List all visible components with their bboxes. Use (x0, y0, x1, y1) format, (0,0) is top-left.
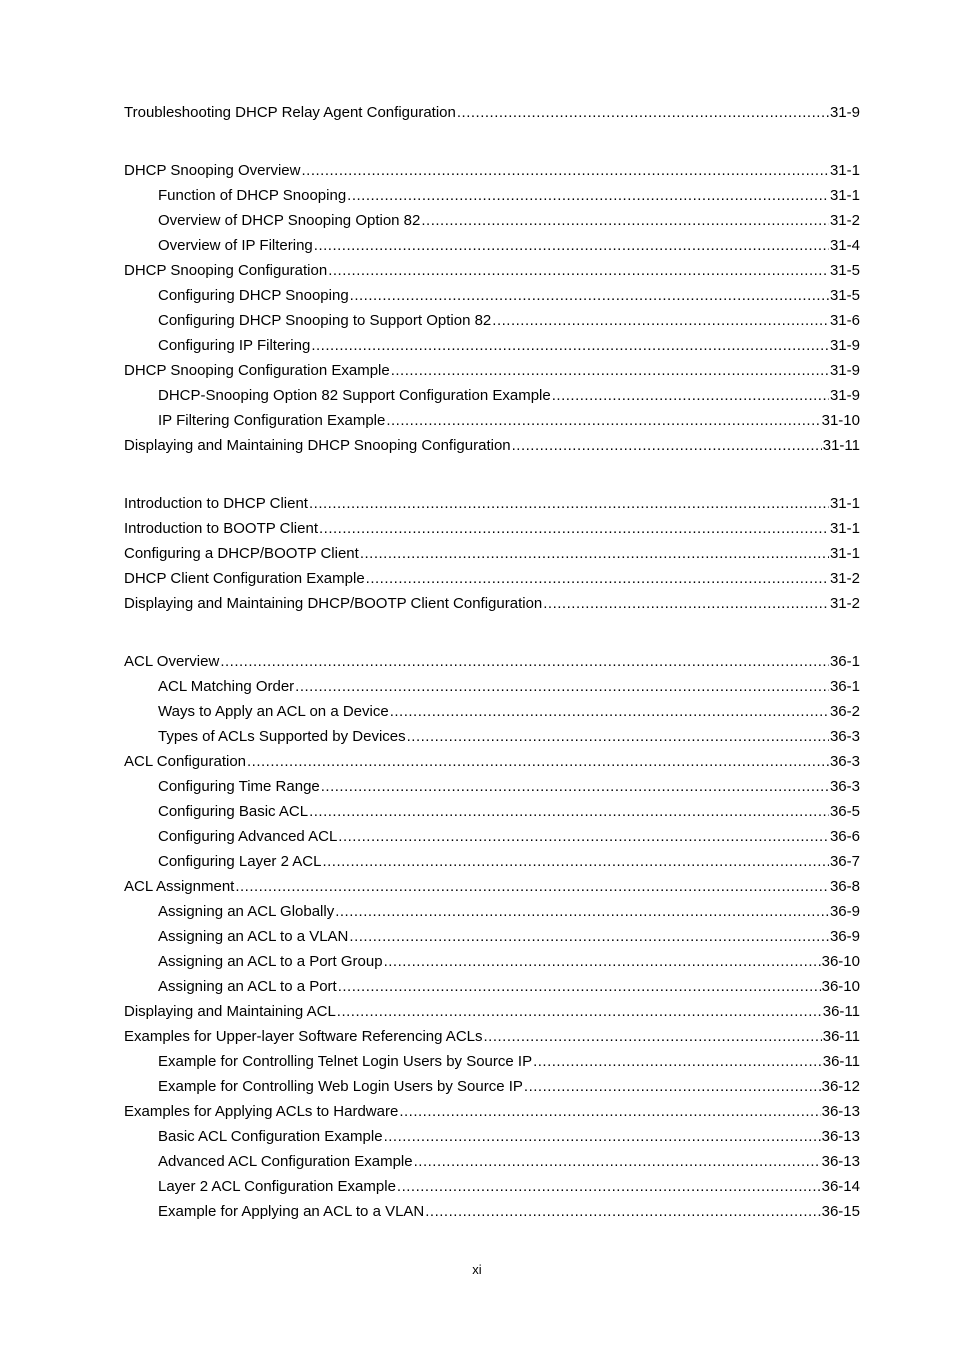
toc-entry-title: Assigning an ACL to a Port Group (158, 953, 383, 970)
toc-entry[interactable] (124, 100, 860, 125)
dot-leader (314, 233, 829, 258)
dot-leader (322, 849, 829, 874)
toc-entry-page: 36-3 (829, 753, 860, 770)
toc-entry-title: Configuring Time Range (158, 778, 320, 795)
table-of-contents (124, 100, 860, 1257)
toc-entry[interactable] (124, 591, 860, 616)
toc-entry-page: 36-7 (829, 853, 860, 870)
dot-leader (347, 183, 829, 208)
dot-leader (397, 1174, 821, 1199)
toc-subentry[interactable] (124, 333, 860, 358)
toc-subentry[interactable] (124, 283, 860, 308)
toc-entry[interactable] (124, 566, 860, 591)
toc-entry-title: DHCP Snooping Overview (124, 162, 301, 179)
toc-subentry[interactable] (124, 1074, 860, 1099)
toc-entry-page: 31-9 (829, 362, 860, 379)
toc-entry-page: 31-5 (829, 287, 860, 304)
toc-entry-page: 36-10 (821, 978, 860, 995)
toc-entry-title: ACL Assignment (124, 878, 235, 895)
toc-entry-title: Assigning an ACL Globally (158, 903, 335, 920)
toc-entry-title: Example for Controlling Telnet Login Users by Source IP (158, 1053, 533, 1070)
toc-subentry[interactable] (124, 383, 860, 408)
toc-subentry[interactable] (124, 1149, 860, 1174)
dot-leader (301, 158, 828, 183)
toc-entry-title: Examples for Applying ACLs to Hardware (124, 1103, 399, 1120)
toc-entry[interactable] (124, 516, 860, 541)
dot-leader (407, 724, 829, 749)
toc-subentry[interactable] (124, 824, 860, 849)
dot-leader (319, 516, 829, 541)
toc-entry-page: 36-3 (829, 778, 860, 795)
toc-entry-page: 36-14 (821, 1178, 860, 1195)
toc-entry-page: 36-3 (829, 728, 860, 745)
toc-entry[interactable] (124, 649, 860, 674)
toc-entry-page: 31-9 (829, 337, 860, 354)
toc-subentry[interactable] (124, 183, 860, 208)
toc-group (124, 649, 860, 1224)
toc-subentry[interactable] (124, 724, 860, 749)
toc-entry-title: Example for Applying an ACL to a VLAN (158, 1203, 425, 1220)
toc-subentry[interactable] (124, 233, 860, 258)
dot-leader (321, 774, 829, 799)
toc-subentry[interactable] (124, 1124, 860, 1149)
toc-entry[interactable] (124, 749, 860, 774)
toc-entry[interactable] (124, 433, 860, 458)
toc-entry-title: Configuring a DHCP/BOOTP Client (124, 545, 359, 562)
toc-entry-title: Troubleshooting DHCP Relay Agent Configuration (124, 104, 456, 121)
dot-leader (360, 541, 829, 566)
dot-leader (399, 1099, 820, 1124)
toc-entry-page: 31-11 (822, 437, 860, 454)
toc-entry-title: Overview of DHCP Snooping Option 82 (158, 212, 421, 229)
toc-subentry[interactable] (124, 308, 860, 333)
toc-entry-title: Introduction to DHCP Client (124, 495, 308, 512)
toc-entry-page: 36-11 (822, 1003, 860, 1020)
toc-entry-page: 36-12 (821, 1078, 860, 1095)
toc-entry-page: 31-4 (829, 237, 860, 254)
toc-entry-page: 31-1 (829, 520, 860, 537)
toc-subentry[interactable] (124, 408, 860, 433)
toc-entry-title: DHCP-Snooping Option 82 Support Configuration Example (158, 387, 551, 404)
dot-leader (335, 899, 829, 924)
toc-entry-page: 31-1 (829, 495, 860, 512)
page-number: xi (472, 1262, 482, 1277)
toc-entry-title: Basic ACL Configuration Example (158, 1128, 383, 1145)
toc-entry-title: Configuring DHCP Snooping to Support Option 82 (158, 312, 492, 329)
dot-leader (350, 283, 829, 308)
toc-entry-title: DHCP Snooping Configuration Example (124, 362, 390, 379)
toc-entry-title: ACL Matching Order (158, 678, 295, 695)
dot-leader (295, 674, 829, 699)
dot-leader (543, 591, 829, 616)
toc-entry-page: 31-1 (829, 162, 860, 179)
toc-entry-page: 31-2 (829, 595, 860, 612)
dot-leader (220, 649, 829, 674)
dot-leader (390, 699, 829, 724)
dot-leader (484, 1024, 822, 1049)
toc-entry-title: ACL Overview (124, 653, 220, 670)
toc-entry-page: 31-6 (829, 312, 860, 329)
toc-subentry[interactable] (124, 1174, 860, 1199)
toc-entry-title: Displaying and Maintaining DHCP/BOOTP Client Configuration (124, 595, 543, 612)
toc-subentry[interactable] (124, 774, 860, 799)
toc-subentry[interactable] (124, 799, 860, 824)
dot-leader (309, 491, 829, 516)
toc-entry-title: DHCP Client Configuration Example (124, 570, 365, 587)
toc-subentry[interactable] (124, 949, 860, 974)
toc-entry-page: 31-2 (829, 570, 860, 587)
toc-entry-page: 31-5 (829, 262, 860, 279)
toc-entry-title: Overview of IP Filtering (158, 237, 313, 254)
toc-entry-page: 36-9 (829, 903, 860, 920)
toc-entry[interactable] (124, 1099, 860, 1124)
toc-entry-title: Configuring Basic ACL (158, 803, 309, 820)
dot-leader (337, 999, 822, 1024)
toc-entry-title: Configuring Advanced ACL (158, 828, 338, 845)
toc-group (124, 158, 860, 458)
toc-subentry[interactable] (124, 1199, 860, 1224)
toc-entry-page: 36-6 (829, 828, 860, 845)
toc-entry-title: Examples for Upper-layer Software Referencing ACLs (124, 1028, 483, 1045)
dot-leader (421, 208, 829, 233)
toc-entry-page: 36-15 (821, 1203, 860, 1220)
toc-entry-title: DHCP Snooping Configuration (124, 262, 328, 279)
toc-subentry[interactable] (124, 924, 860, 949)
toc-entry-page: 36-11 (822, 1028, 860, 1045)
toc-entry-page: 31-1 (829, 545, 860, 562)
toc-entry-page: 36-1 (829, 653, 860, 670)
toc-entry-title: Layer 2 ACL Configuration Example (158, 1178, 396, 1195)
toc-entry[interactable] (124, 358, 860, 383)
dot-leader (235, 874, 829, 899)
toc-subentry[interactable] (124, 974, 860, 999)
toc-subentry[interactable] (124, 674, 860, 699)
toc-entry-title: Types of ACLs Supported by Devices (158, 728, 406, 745)
toc-entry-title: Introduction to BOOTP Client (124, 520, 318, 537)
toc-entry-page: 36-13 (821, 1128, 860, 1145)
dot-leader (386, 408, 820, 433)
toc-entry-title: Configuring DHCP Snooping (158, 287, 349, 304)
toc-entry-page: 36-9 (829, 928, 860, 945)
toc-entry-title: ACL Configuration (124, 753, 247, 770)
toc-entry-page: 36-13 (821, 1103, 860, 1120)
toc-entry[interactable] (124, 1024, 860, 1049)
toc-entry-title: Configuring IP Filtering (158, 337, 311, 354)
toc-subentry[interactable] (124, 849, 860, 874)
toc-entry-page: 31-10 (821, 412, 860, 429)
toc-entry-page: 36-13 (821, 1153, 860, 1170)
toc-subentry[interactable] (124, 699, 860, 724)
dot-leader (247, 749, 829, 774)
toc-entry[interactable] (124, 874, 860, 899)
toc-entry[interactable] (124, 158, 860, 183)
dot-leader (425, 1199, 820, 1224)
toc-subentry[interactable] (124, 1049, 860, 1074)
toc-entry-title: Assigning an ACL to a Port (158, 978, 337, 995)
dot-leader (533, 1049, 822, 1074)
toc-entry-title: Displaying and Maintaining DHCP Snooping Configuration (124, 437, 511, 454)
dot-leader (414, 1149, 821, 1174)
dot-leader (492, 308, 829, 333)
dot-leader (457, 100, 829, 125)
toc-entry-page: 36-11 (822, 1053, 860, 1070)
toc-subentry[interactable] (124, 208, 860, 233)
toc-entry-title: Displaying and Maintaining ACL (124, 1003, 336, 1020)
dot-leader (384, 949, 821, 974)
dot-leader (338, 824, 829, 849)
dot-leader (349, 924, 829, 949)
toc-entry[interactable] (124, 541, 860, 566)
toc-entry-page: 31-9 (829, 104, 860, 121)
toc-entry-page: 36-10 (821, 953, 860, 970)
toc-entry-page: 36-5 (829, 803, 860, 820)
toc-entry-title: Assigning an ACL to a VLAN (158, 928, 349, 945)
toc-entry-title: Configuring Layer 2 ACL (158, 853, 322, 870)
toc-entry-page: 36-8 (829, 878, 860, 895)
dot-leader (384, 1124, 821, 1149)
toc-group (124, 100, 860, 125)
toc-entry[interactable] (124, 999, 860, 1024)
toc-entry-title: Ways to Apply an ACL on a Device (158, 703, 389, 720)
toc-entry-page: 36-1 (829, 678, 860, 695)
toc-entry[interactable] (124, 258, 860, 283)
dot-leader (309, 799, 829, 824)
toc-entry-page: 31-2 (829, 212, 860, 229)
toc-entry-title: Example for Controlling Web Login Users by Source IP (158, 1078, 523, 1095)
dot-leader (552, 383, 829, 408)
toc-entry-page: 36-2 (829, 703, 860, 720)
toc-entry-page: 31-1 (829, 187, 860, 204)
dot-leader (328, 258, 829, 283)
toc-group (124, 491, 860, 616)
dot-leader (512, 433, 822, 458)
dot-leader (338, 974, 821, 999)
toc-entry[interactable] (124, 491, 860, 516)
toc-entry-title: IP Filtering Configuration Example (158, 412, 386, 429)
dot-leader (391, 358, 829, 383)
toc-entry-title: Advanced ACL Configuration Example (158, 1153, 413, 1170)
dot-leader (311, 333, 829, 358)
toc-subentry[interactable] (124, 899, 860, 924)
dot-leader (524, 1074, 821, 1099)
toc-entry-title: Function of DHCP Snooping (158, 187, 347, 204)
toc-entry-page: 31-9 (829, 387, 860, 404)
dot-leader (366, 566, 829, 591)
